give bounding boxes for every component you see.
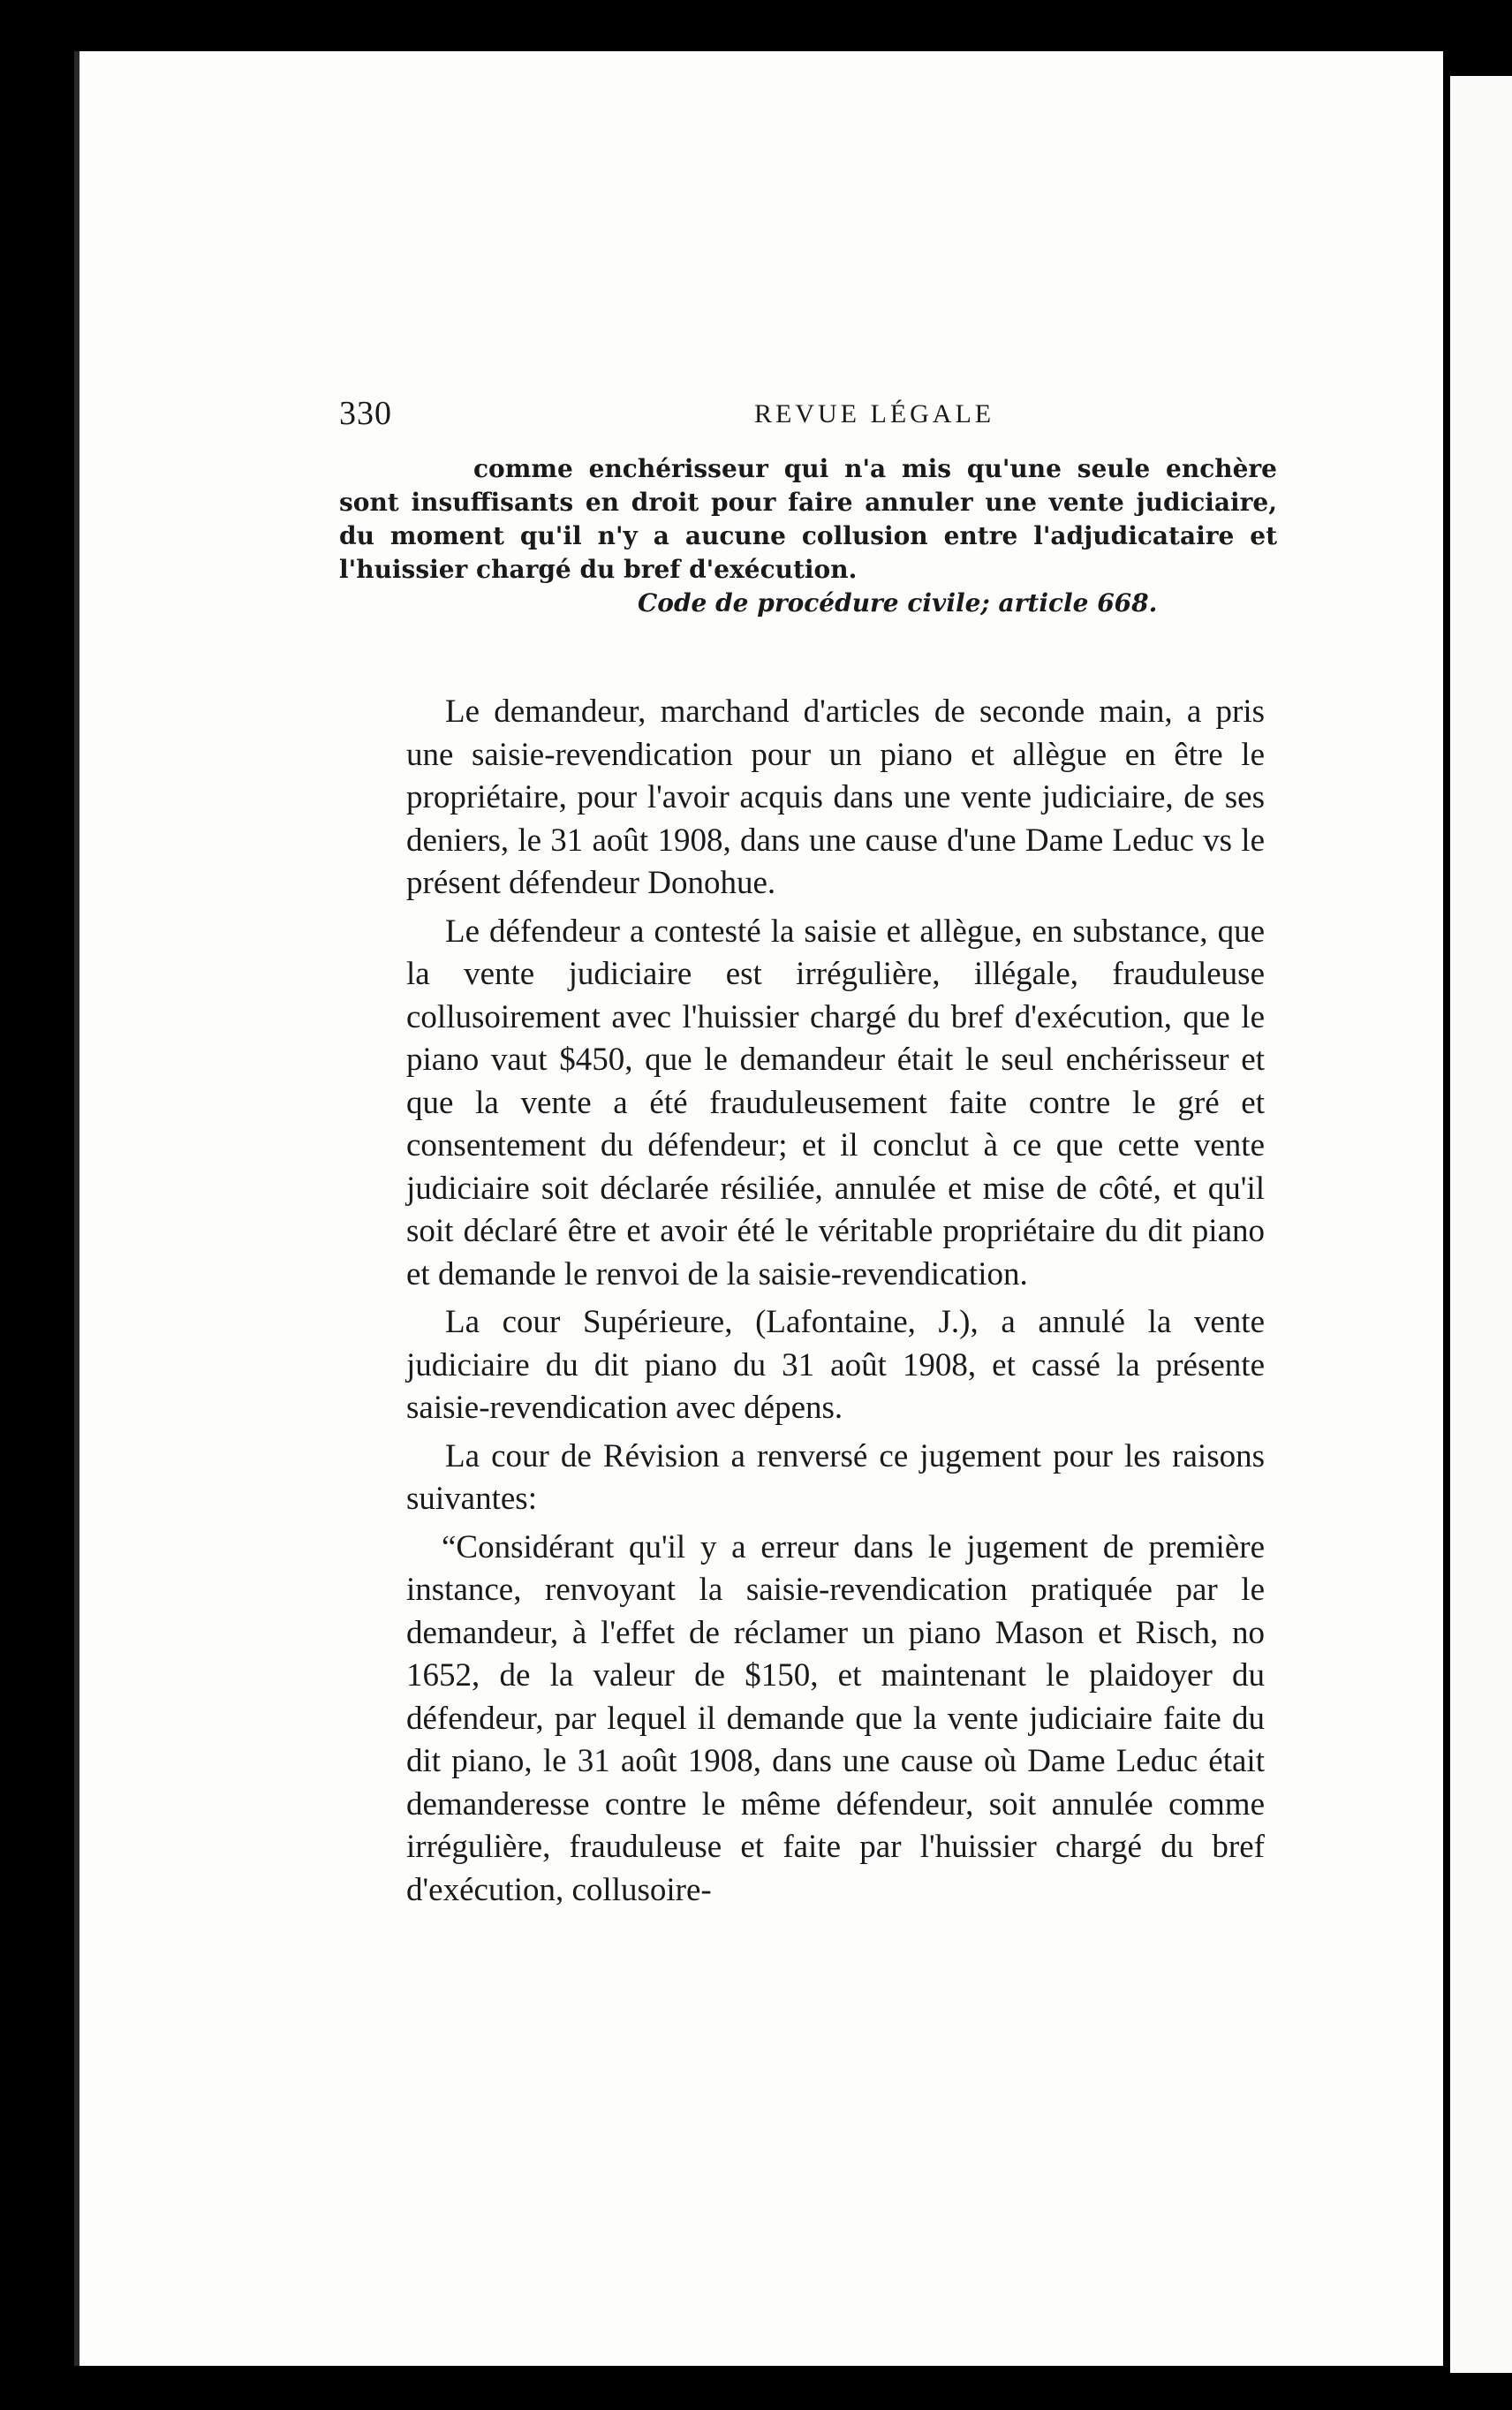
paragraph-superior-court: La cour Supérieure, (Lafontaine, J.), a annulé la vente judiciaire du dit piano du 31 août 1908, et cassé la présente saisie-revendication avec dépens.	[406, 1304, 1265, 1426]
paragraph-quote: “Considérant qu'il y a erreur dans le jugement de première instance, renvoyant la saisie-revendication pratiquée par le demandeur, à l'effet de réclamer un piano Mason et Risch, no 1652, de la valeur de $150, et maintenant le plaidoyer du défendeur, par lequel il demande que la vente judiciaire faite du dit piano, le 31 août 1908, dans une cause où Dame Leduc était demanderesse contre le même défendeur, soit annulée comme irrégulière, frauduleuse et faite par l'huissier chargé du bref d'exécution, collusoire-	[406, 1528, 1265, 1908]
facing-page-edge	[1450, 76, 1512, 2373]
paragraph-plaintiff: Le demandeur, marchand d'articles de seconde main, a pris une saisie-revendication pour un piano et allègue en être le propriétaire, pour l'avoir acquis dans une vente judiciaire, de ses deniers, le 31 août 1908, dans une cause d'une Dame Leduc vs le présent défendeur Donohue.	[406, 693, 1265, 901]
body-text	[406, 691, 1265, 1912]
case-summary	[339, 452, 1277, 620]
page-number: 330	[339, 395, 392, 432]
paragraph-defendant: Le défendeur a contesté la saisie et allègue, en substance, que la vente judiciaire est irrégulière, illégale, frauduleuse collusoirement avec l'huissier chargé du bref d'exécution, que le piano vaut $450, que le demandeur était le seul enchérisseur et que la vente a été frauduleusement faite contre le gré et consentement du défendeur; et il conclut à ce que cette vente judiciaire soit déclarée résiliée, annulée et mise de côté, et qu'il soit déclaré être et avoir été le véritable propriétaire du dit piano et demande le renvoi de la saisie-revendication.	[406, 913, 1265, 1292]
running-title: REVUE LÉGALE	[754, 399, 995, 428]
code-reference: Code de procédure civile; article 668.	[638, 588, 1158, 618]
page-header	[339, 394, 1275, 435]
summary-text: comme enchérisseur qui n'a mis qu'une seule enchère sont insuffisants en droit pour faire annuler une vente judiciaire, du moment qu'il n'y a aucune collusion entre l'adjudicataire et l'huissier chargé du bref d'exécution.	[339, 454, 1277, 584]
paragraph-review-court: La cour de Révision a renversé ce jugement pour les raisons suivantes:	[406, 1437, 1265, 1517]
